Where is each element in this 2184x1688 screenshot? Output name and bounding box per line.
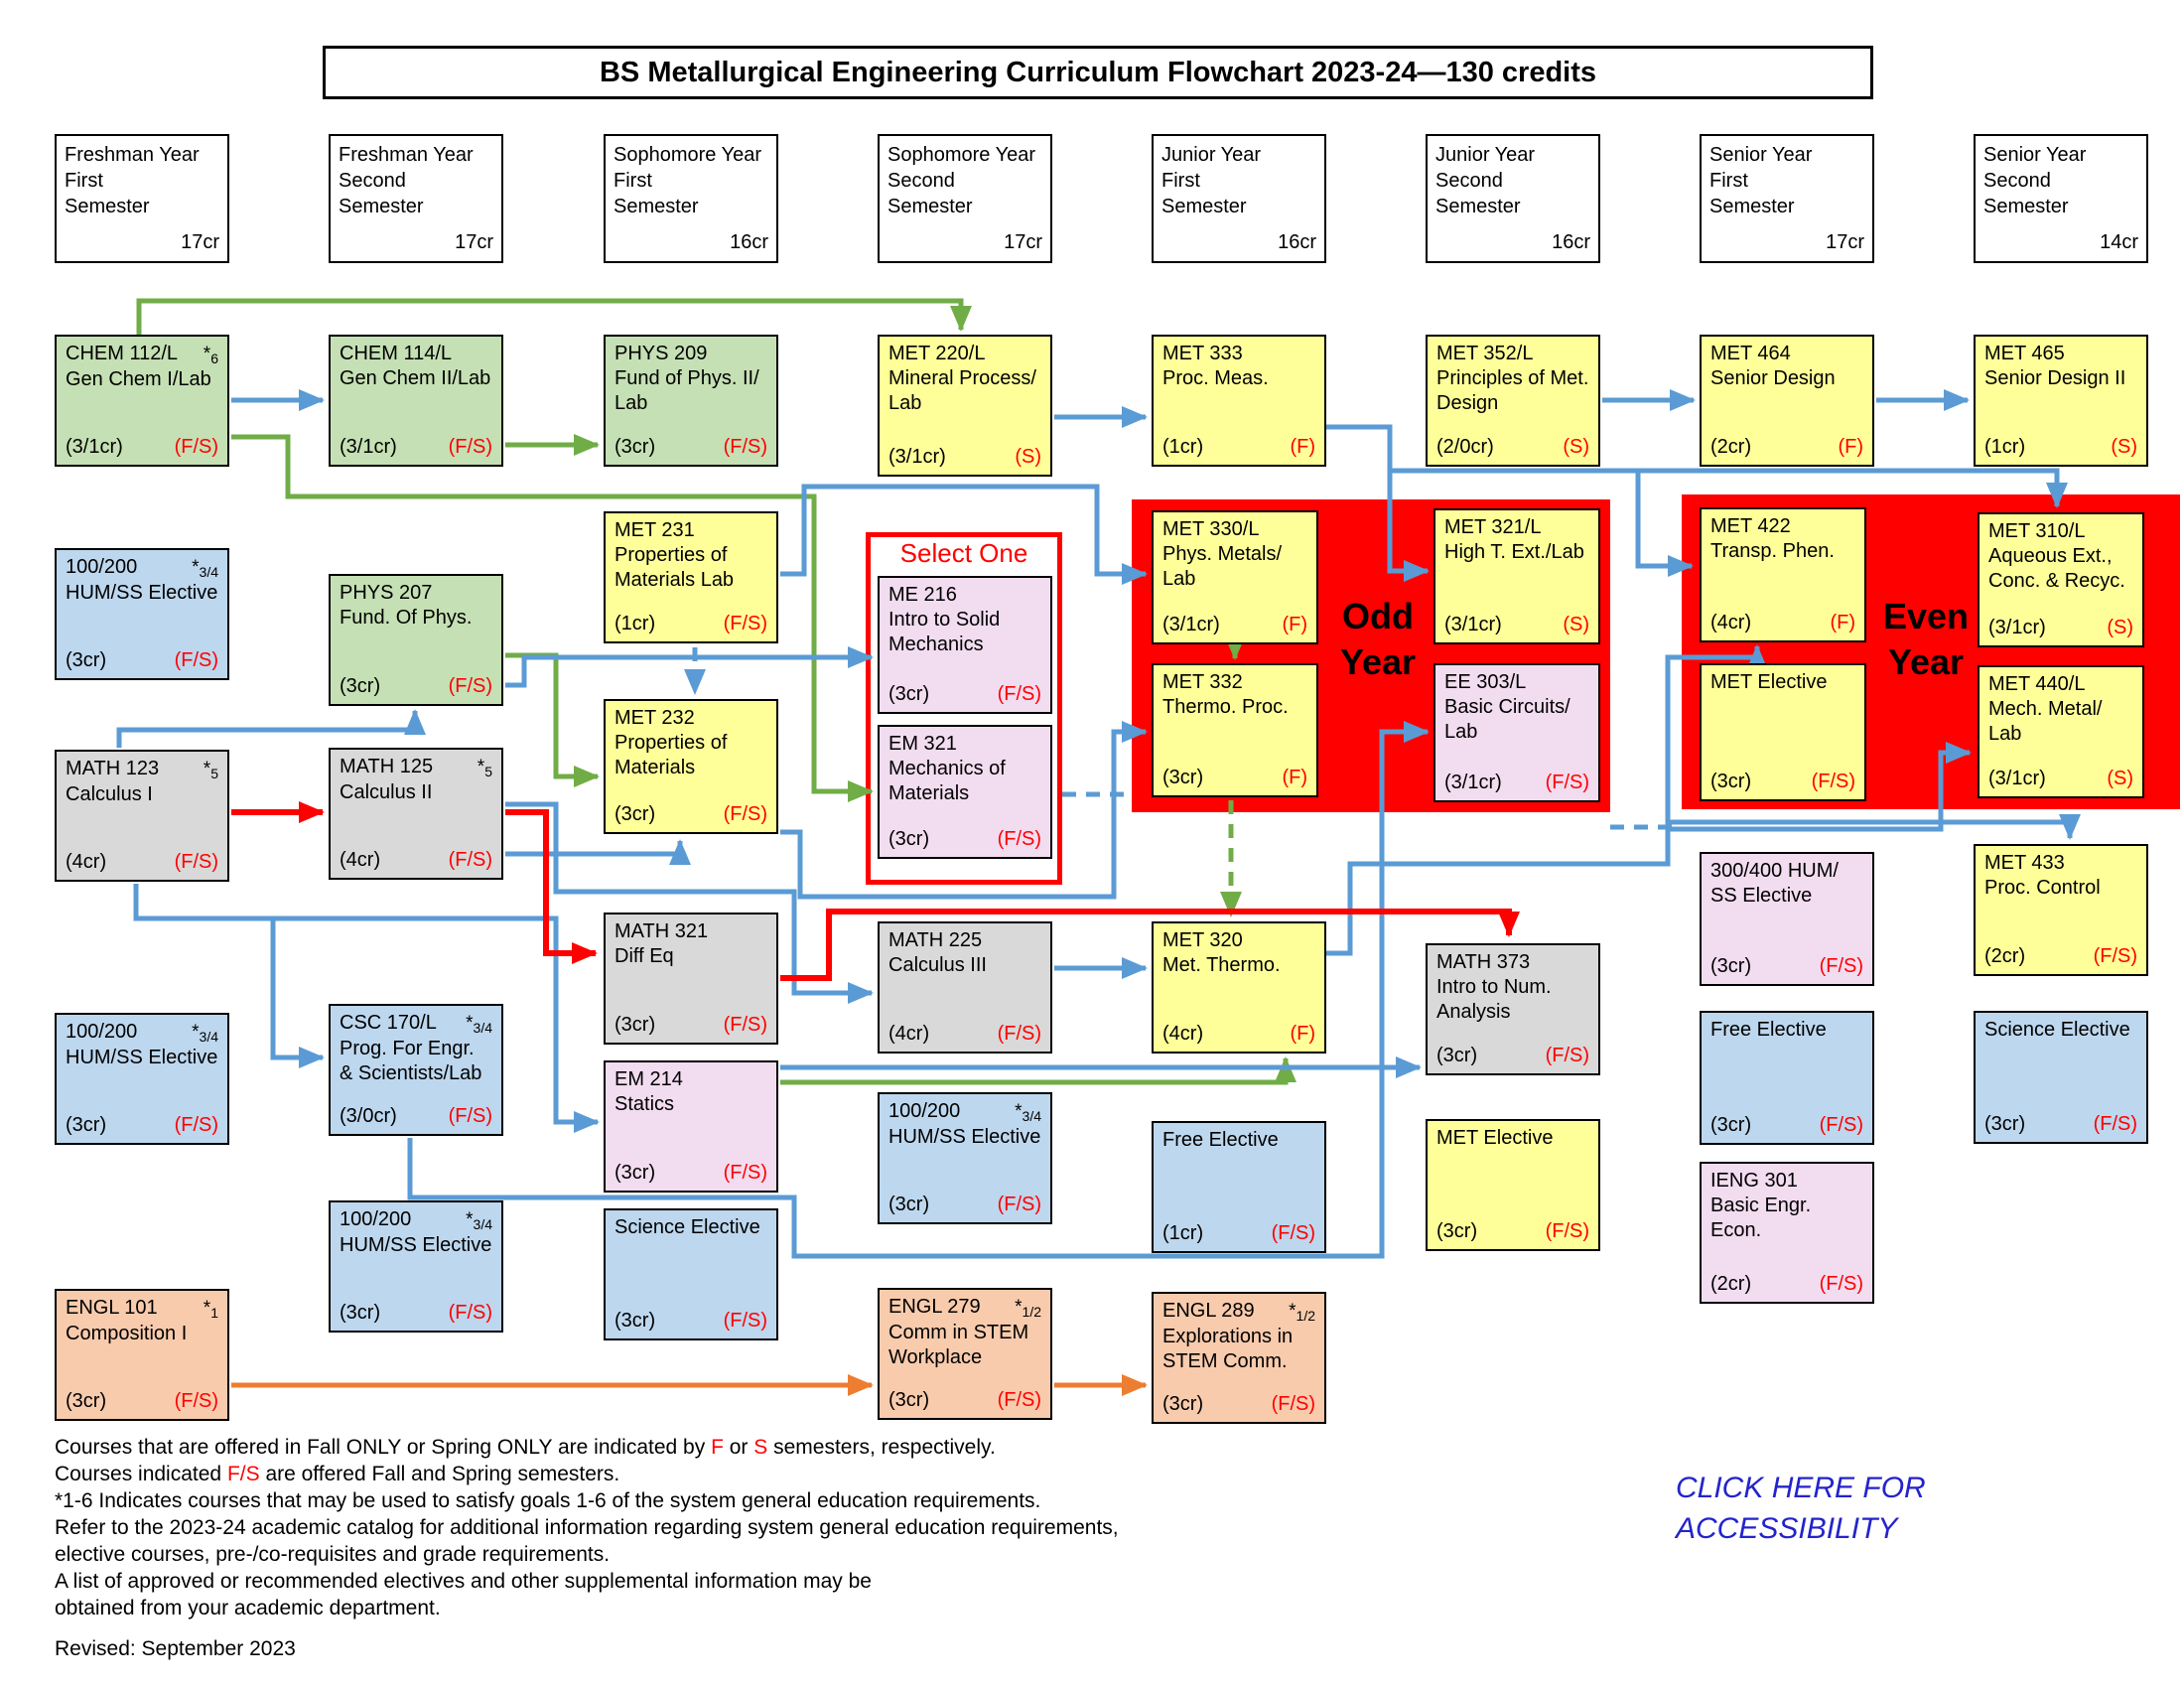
- course-term: (F/S): [174, 649, 218, 671]
- course-code: CHEM 112/L: [66, 343, 179, 364]
- course-box-chem114: [329, 335, 503, 467]
- course-code: EM 214: [614, 1068, 683, 1090]
- course-credits: (3/1cr): [66, 436, 123, 458]
- course-box-free2: [1700, 1011, 1874, 1145]
- course-box-met321L: [1433, 508, 1600, 644]
- course-term: (S): [2107, 768, 2133, 789]
- course-title: High T. Ext./Lab: [1444, 541, 1584, 563]
- course-credits: (3cr): [340, 675, 381, 697]
- gen-ed-goal-marker: $*_{1/2}$: [1015, 1297, 1041, 1320]
- course-term: (F/S): [1271, 1393, 1315, 1415]
- course-term: (F/S): [723, 436, 767, 458]
- course-term: (F/S): [997, 1389, 1041, 1411]
- course-code: MET Elective: [1436, 1127, 1554, 1149]
- course-term: (F): [1830, 612, 1855, 633]
- semester-credits: 17cr: [1004, 231, 1042, 253]
- course-term: (S): [1015, 446, 1041, 468]
- semester-header-line: Freshman Year: [65, 144, 200, 166]
- course-credits: (3cr): [888, 828, 930, 850]
- semester-header-6: [1426, 134, 1600, 263]
- course-credits: (3cr): [1162, 767, 1204, 788]
- semester-header-line: Semester: [1983, 196, 2069, 217]
- course-term: (F): [1282, 767, 1307, 788]
- semester-header-5: [1152, 134, 1326, 263]
- course-box-met422: [1700, 507, 1866, 642]
- course-box-hum2: [55, 1013, 229, 1145]
- semester-header-line: Sophomore Year: [887, 144, 1036, 166]
- course-credits: (3cr): [614, 436, 656, 458]
- course-code: PHYS 209: [614, 343, 708, 364]
- course-term: (F/S): [723, 1310, 767, 1332]
- course-title: Composition I: [66, 1323, 188, 1344]
- course-credits: (3/1cr): [1988, 617, 2046, 638]
- course-credits: (3/1cr): [1988, 768, 2046, 789]
- course-term: (F/S): [2093, 1113, 2137, 1135]
- course-box-phys207: [329, 574, 503, 706]
- course-code: MET 310/L: [1988, 520, 2086, 542]
- course-box-engl101: [55, 1289, 229, 1421]
- course-box-met433: [1974, 844, 2148, 976]
- course-title: Gen Chem II/Lab: [340, 367, 491, 389]
- course-term: (S): [2107, 617, 2133, 638]
- course-box-met464: [1700, 335, 1874, 467]
- course-code: ENGL 101: [66, 1297, 158, 1319]
- course-credits: (3cr): [1436, 1045, 1478, 1066]
- gen-ed-goal-marker: $*_{3/4}$: [1015, 1101, 1041, 1124]
- course-term: (F/S): [174, 1114, 218, 1136]
- course-credits: (3cr): [1710, 771, 1752, 792]
- course-code: CHEM 114/L: [340, 343, 453, 364]
- gen-ed-goal-marker: $*_1$: [203, 1298, 218, 1321]
- course-title: Fund. Of Phys.: [340, 607, 473, 629]
- course-code: MATH 125: [340, 756, 434, 777]
- course-box-ee303: [1433, 663, 1600, 802]
- course-code: ME 216: [888, 584, 957, 606]
- course-code: MET 231: [614, 519, 695, 541]
- course-credits: (3/1cr): [888, 446, 946, 468]
- course-term: (F/S): [997, 1194, 1041, 1215]
- course-code: MATH 321: [614, 920, 709, 942]
- course-credits: (3cr): [888, 1389, 930, 1411]
- course-box-ieng301: [1700, 1162, 1874, 1304]
- course-title: Transp. Phen.: [1710, 540, 1835, 562]
- course-title: Intro to Solid Mechanics: [888, 609, 1001, 655]
- course-credits: (1cr): [1162, 1222, 1204, 1244]
- semester-header-line: Junior Year: [1161, 144, 1262, 166]
- semester-header-line: Freshman Year: [339, 144, 474, 166]
- course-credits: (3cr): [614, 1310, 656, 1332]
- footnote-line-7: obtained from your academic department.: [55, 1597, 441, 1619]
- semester-header-line: Semester: [887, 196, 973, 217]
- course-title: Calculus I: [66, 783, 153, 805]
- course-credits: (3cr): [1984, 1113, 2026, 1135]
- course-title: Intro to Num. Analysis: [1436, 976, 1552, 1023]
- course-title: Diff Eq: [614, 945, 674, 967]
- course-box-met332: [1152, 663, 1318, 797]
- semester-header-line: First: [65, 170, 103, 192]
- course-credits: (3cr): [614, 803, 656, 825]
- course-box-met352: [1426, 335, 1600, 467]
- course-box-em321: [878, 725, 1052, 859]
- course-credits: (3cr): [1162, 1393, 1204, 1415]
- course-term: (F/S): [1819, 955, 1863, 977]
- course-term: (S): [1563, 436, 1589, 458]
- course-title: Calculus III: [888, 954, 987, 976]
- course-title: Gen Chem I/Lab: [66, 368, 211, 390]
- semester-header-line: Semester: [1709, 196, 1795, 217]
- semester-header-line: Semester: [339, 196, 424, 217]
- course-code: MET 440/L: [1988, 673, 2086, 695]
- course-code: MET 433: [1984, 852, 2065, 874]
- course-credits: (1cr): [1162, 436, 1204, 458]
- course-box-scielec1: [604, 1208, 778, 1340]
- course-term: (F/S): [997, 1023, 1041, 1045]
- course-credits: (3cr): [340, 1302, 381, 1324]
- course-code: 100/200: [340, 1208, 412, 1230]
- course-code: ENGL 279: [888, 1296, 981, 1318]
- page-title: BS Metallurgical Engineering Curriculum Flowchart 2023-24—130 credits: [323, 46, 1873, 99]
- semester-header-8: [1974, 134, 2148, 263]
- course-code: MET Elective: [1710, 671, 1828, 693]
- semester-header-1: [55, 134, 229, 263]
- course-box-hum1: [55, 548, 229, 680]
- course-credits: (4cr): [340, 849, 381, 871]
- course-code: PHYS 207: [340, 582, 433, 604]
- semester-credits: 16cr: [730, 231, 768, 253]
- semester-header-7: [1700, 134, 1874, 263]
- course-title: Fund of Phys. II/ Lab: [614, 367, 759, 414]
- course-credits: (4cr): [66, 851, 107, 873]
- semester-header-3: [604, 134, 778, 263]
- flow-math125-math321: [505, 812, 596, 953]
- gen-ed-goal-marker: $*_{3/4}$: [466, 1209, 492, 1232]
- course-title: HUM/SS Elective: [888, 1126, 1041, 1148]
- course-term: (F/S): [1545, 1045, 1589, 1066]
- course-term: (F/S): [174, 436, 218, 458]
- course-title: Prog. For Engr. & Scientists/Lab: [340, 1038, 482, 1084]
- course-credits: (2cr): [1710, 436, 1752, 458]
- course-term: (F/S): [448, 436, 492, 458]
- course-title: Properties of Materials Lab: [614, 544, 735, 591]
- course-title: SS Elective: [1710, 885, 1813, 907]
- course-credits: (1cr): [1984, 436, 2026, 458]
- semester-header-line: First: [1161, 170, 1200, 192]
- course-term: (F/S): [448, 849, 492, 871]
- course-title: HUM/SS Elective: [66, 1047, 218, 1068]
- semester-header-line: Semester: [1435, 196, 1521, 217]
- semester-header-line: Second: [1435, 170, 1503, 192]
- course-title: Basic Circuits/ Lab: [1444, 696, 1570, 743]
- footnote-line-3: *1-6 Indicates courses that may be used to satisfy goals 1-6 of the system general education requirements.: [55, 1489, 1041, 1512]
- course-title: Properties of Materials: [614, 732, 728, 778]
- course-box-hum3: [329, 1200, 503, 1333]
- semester-header-line: Second: [339, 170, 406, 192]
- even-year-label: Even Year: [1882, 596, 1970, 682]
- course-title: Thermo. Proc.: [1162, 696, 1289, 718]
- semester-header-line: First: [1709, 170, 1748, 192]
- course-box-math321: [604, 913, 778, 1045]
- footnote-line-5: elective courses, pre-/co-requisites and grade requirements.: [55, 1543, 611, 1566]
- course-code: 100/200: [66, 556, 138, 578]
- course-credits: (1cr): [614, 613, 656, 634]
- odd-year-label: Odd Year: [1339, 596, 1417, 682]
- course-code: Free Elective: [1710, 1019, 1827, 1041]
- course-title: Explorations in STEM Comm.: [1162, 1326, 1294, 1372]
- course-code: MET 332: [1162, 671, 1243, 693]
- flow-math125-met232: [505, 841, 680, 854]
- course-title: Met. Thermo.: [1162, 954, 1281, 976]
- footnotes: [55, 1434, 1119, 1662]
- course-term: (F/S): [1811, 771, 1855, 792]
- course-term: (S): [1563, 614, 1589, 635]
- course-term: (F/S): [448, 1105, 492, 1127]
- course-credits: (3cr): [888, 1194, 930, 1215]
- course-box-met465: [1974, 335, 2148, 467]
- accessibility-link[interactable]: CLICK HERE FOR ACCESSIBILITY: [1676, 1472, 1926, 1545]
- course-term: (F/S): [723, 803, 767, 825]
- semester-header-line: Semester: [65, 196, 150, 217]
- course-code: MATH 123: [66, 758, 160, 779]
- course-code: 300/400 HUM/: [1710, 860, 1839, 882]
- course-credits: (3cr): [66, 1390, 107, 1412]
- course-title: Phys. Metals/ Lab: [1162, 543, 1283, 590]
- course-term: (F/S): [448, 675, 492, 697]
- course-credits: (3cr): [66, 1114, 107, 1136]
- course-term: (F/S): [723, 613, 767, 634]
- course-credits: (3/0cr): [340, 1105, 397, 1127]
- semester-header-line: Senior Year: [1983, 144, 2087, 166]
- course-box-met231: [604, 511, 778, 643]
- course-box-met310: [1978, 512, 2144, 647]
- course-title: Proc. Meas.: [1162, 367, 1269, 389]
- flow-phys207-me216: [505, 657, 872, 685]
- course-box-math123: [55, 750, 229, 882]
- course-title: HUM/SS Elective: [340, 1234, 492, 1256]
- course-box-metelec2: [1700, 663, 1866, 801]
- semester-credits: 16cr: [1552, 231, 1590, 253]
- course-term: (F/S): [1545, 1220, 1589, 1242]
- course-box-chem112: [55, 335, 229, 467]
- course-term: (F/S): [2093, 945, 2137, 967]
- course-code: MET 320: [1162, 929, 1243, 951]
- course-term: (F): [1290, 1023, 1315, 1045]
- course-code: ENGL 289: [1162, 1300, 1255, 1322]
- course-box-em214: [604, 1060, 778, 1193]
- course-term: (F/S): [1271, 1222, 1315, 1244]
- course-code: MET 465: [1984, 343, 2065, 364]
- semester-credits: 16cr: [1278, 231, 1316, 253]
- flow-em214-met320: [780, 1058, 1286, 1082]
- semester-header-4: [878, 134, 1052, 263]
- footnote-line-4: Refer to the 2023-24 academic catalog for additional information regarding system general education requirements,: [55, 1516, 1119, 1539]
- footnote-line-6: A list of approved or recommended electives and other supplemental information may be: [55, 1570, 872, 1593]
- gen-ed-goal-marker: $*_{3/4}$: [192, 557, 218, 580]
- course-term: (F/S): [723, 1162, 767, 1184]
- course-box-phys209: [604, 335, 778, 467]
- course-credits: (4cr): [1162, 1023, 1204, 1045]
- course-code: CSC 170/L: [340, 1012, 437, 1034]
- course-code: MET 352/L: [1436, 343, 1534, 364]
- course-title: Comm in STEM Workplace: [888, 1322, 1029, 1368]
- course-term: (F/S): [174, 851, 218, 873]
- semester-header-line: Sophomore Year: [614, 144, 762, 166]
- semester-header-2: [329, 134, 503, 263]
- semester-header-line: Junior Year: [1435, 144, 1536, 166]
- course-title: Mechanics of Materials: [888, 758, 1006, 804]
- course-credits: (4cr): [1710, 612, 1752, 633]
- course-term: (F/S): [723, 1014, 767, 1036]
- course-credits: (3cr): [614, 1014, 656, 1036]
- gen-ed-goal-marker: $*_6$: [203, 344, 218, 366]
- flow-to-met433: [1668, 822, 2070, 838]
- course-term: (F/S): [997, 828, 1041, 850]
- course-code: MET 333: [1162, 343, 1243, 364]
- semester-header-line: Semester: [614, 196, 699, 217]
- course-term: (F/S): [1545, 772, 1589, 793]
- semester-credits: 17cr: [181, 231, 219, 253]
- course-term: (F/S): [174, 1390, 218, 1412]
- course-term: (F/S): [448, 1302, 492, 1324]
- course-title: Statics: [614, 1093, 675, 1115]
- footnote-line-1: Courses that are offered in Fall ONLY or Spring ONLY are indicated by F or S semesters, respectively.: [55, 1436, 996, 1459]
- course-code: 100/200: [66, 1021, 138, 1043]
- course-credits: (3/1cr): [340, 436, 397, 458]
- course-term: (F): [1290, 436, 1315, 458]
- course-term: (F/S): [997, 683, 1041, 705]
- course-box-engl289: [1152, 1292, 1326, 1424]
- course-box-scielec2: [1974, 1011, 2148, 1144]
- course-code: MET 422: [1710, 515, 1791, 537]
- course-box-met330: [1152, 510, 1318, 644]
- course-box-math373: [1426, 943, 1600, 1075]
- course-title: Aqueous Ext., Conc. & Recyc.: [1988, 545, 2125, 592]
- gen-ed-goal-marker: $*_{1/2}$: [1289, 1301, 1315, 1324]
- course-box-met333: [1152, 335, 1326, 467]
- course-code: EE 303/L: [1444, 671, 1527, 693]
- course-credits: (3cr): [888, 683, 930, 705]
- semester-header-line: Semester: [1161, 196, 1247, 217]
- course-title: Principles of Met. Design: [1436, 367, 1589, 414]
- course-box-math225: [878, 921, 1052, 1054]
- course-term: (F/S): [1819, 1273, 1863, 1295]
- course-code: MET 330/L: [1162, 518, 1260, 540]
- course-code: MATH 225: [888, 929, 983, 951]
- course-code: 100/200: [888, 1100, 961, 1122]
- flow-chem112-met220: [139, 301, 961, 335]
- semester-credits: 14cr: [2100, 231, 2138, 253]
- semester-credits: 17cr: [455, 231, 493, 253]
- course-box-met232: [604, 699, 778, 834]
- course-title: Senior Design: [1710, 367, 1836, 389]
- course-credits: (3cr): [66, 649, 107, 671]
- gen-ed-goal-marker: $*_{3/4}$: [192, 1022, 218, 1045]
- gen-ed-goal-marker: $*_{3/4}$: [466, 1013, 492, 1036]
- course-box-hum300: [1700, 852, 1874, 986]
- semester-header-line: Second: [887, 170, 955, 192]
- course-box-math125: [329, 748, 503, 880]
- course-box-met220: [878, 335, 1052, 477]
- course-code: MET 321/L: [1444, 516, 1542, 538]
- course-credits: (3cr): [1710, 1114, 1752, 1136]
- select-one-label: Select One: [899, 538, 1028, 568]
- course-title: Mech. Metal/ Lab: [1988, 698, 2103, 745]
- course-code: Science Elective: [1984, 1019, 2130, 1041]
- course-credits: (3cr): [1710, 955, 1752, 977]
- course-code: MET 232: [614, 707, 695, 729]
- course-box-me216: [878, 576, 1052, 714]
- semester-header-line: First: [614, 170, 652, 192]
- course-title: Proc. Control: [1984, 877, 2101, 899]
- course-term: (S): [2111, 436, 2137, 458]
- semester-credits: 17cr: [1826, 231, 1864, 253]
- course-credits: (3cr): [614, 1162, 656, 1184]
- flow-phys207-met232: [505, 655, 598, 776]
- course-code: Science Elective: [614, 1216, 760, 1238]
- course-title: Basic Engr. Econ.: [1710, 1195, 1812, 1241]
- course-box-metelec1: [1426, 1119, 1600, 1251]
- semester-header-line: Senior Year: [1709, 144, 1813, 166]
- course-credits: (2cr): [1984, 945, 2026, 967]
- course-credits: (2/0cr): [1436, 436, 1494, 458]
- course-term: (F/S): [1819, 1114, 1863, 1136]
- course-box-met440: [1978, 665, 2144, 798]
- course-credits: (3/1cr): [1444, 614, 1502, 635]
- course-box-free1: [1152, 1121, 1326, 1253]
- footnote-line-2: Courses indicated F/S are offered Fall and Spring semesters.: [55, 1463, 620, 1485]
- course-credits: (3cr): [1436, 1220, 1478, 1242]
- flow-math123-phys207: [119, 711, 415, 748]
- course-term: (F): [1838, 436, 1863, 458]
- course-credits: (4cr): [888, 1023, 930, 1045]
- course-credits: (2cr): [1710, 1273, 1752, 1295]
- course-title: Calculus II: [340, 781, 433, 803]
- course-code: IENG 301: [1710, 1170, 1798, 1192]
- gen-ed-goal-marker: $*_5$: [477, 757, 492, 779]
- course-box-hum4: [878, 1092, 1052, 1224]
- course-code: EM 321: [888, 733, 957, 755]
- course-title: HUM/SS Elective: [66, 582, 218, 604]
- course-term: (F): [1282, 614, 1307, 635]
- course-title: Mineral Process/ Lab: [888, 367, 1036, 414]
- course-credits: (3/1cr): [1444, 772, 1502, 793]
- course-credits: (3/1cr): [1162, 614, 1220, 635]
- semester-header-line: Second: [1983, 170, 2051, 192]
- revised-date: Revised: September 2023: [55, 1637, 296, 1660]
- course-title: Senior Design II: [1984, 367, 2126, 389]
- course-code: MET 464: [1710, 343, 1791, 364]
- course-code: Free Elective: [1162, 1129, 1279, 1151]
- course-box-csc170: [329, 1004, 503, 1136]
- course-code: MET 220/L: [888, 343, 986, 364]
- course-code: MATH 373: [1436, 951, 1531, 973]
- course-box-engl279: [878, 1288, 1052, 1420]
- course-box-met320: [1152, 921, 1326, 1054]
- gen-ed-goal-marker: $*_5$: [203, 759, 218, 781]
